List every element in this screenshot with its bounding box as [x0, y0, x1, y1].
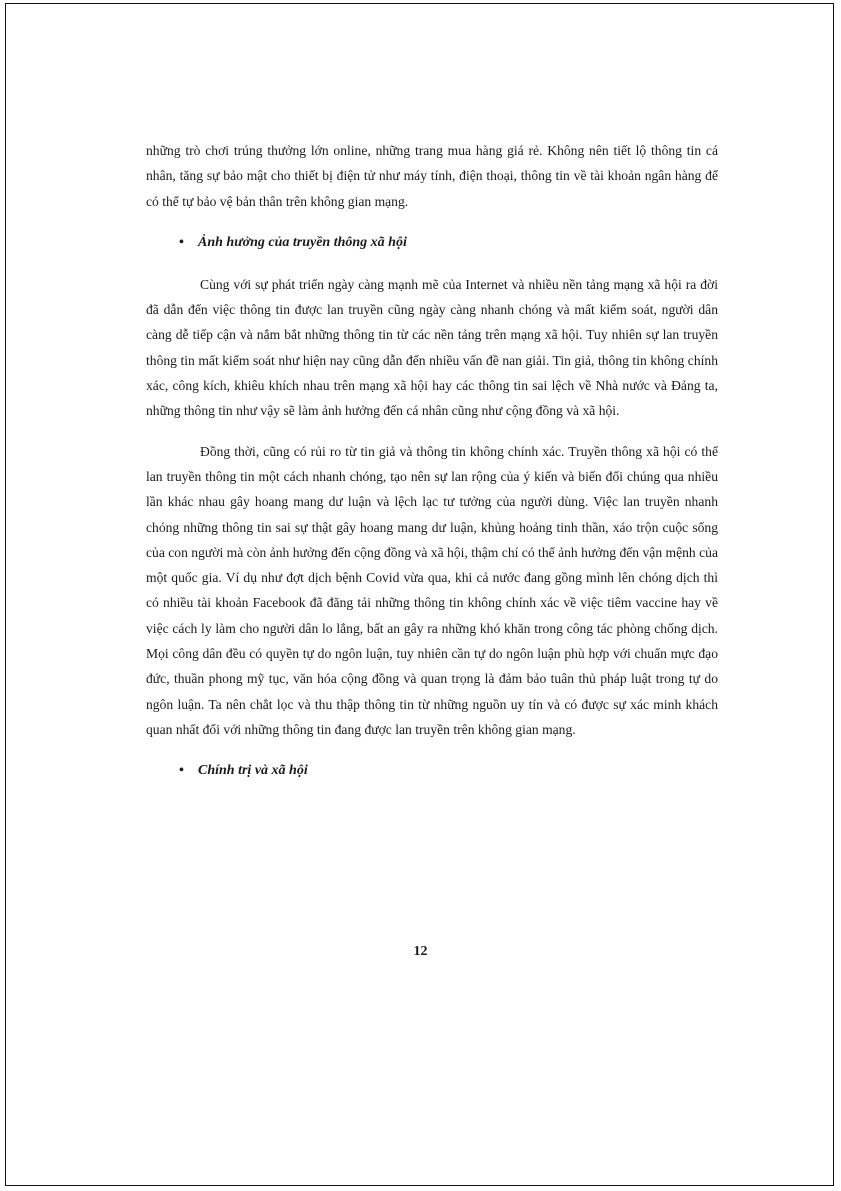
- paragraph-1: những trò chơi trúng thưởng lớn online, những trang mua hàng giá rẻ. Không nên tiết lộ thông tin cá nhân, tăng sự bảo mật cho thiết bị điện tử như máy tính, điện thoại, thông tin về tài khoản ngân hàng để có thể tự bảo vệ bản thân trên không gian mạng.: [146, 143, 718, 209]
- heading-text: Ảnh hưởng của truyền thông xã hội: [198, 234, 407, 250]
- bullet-icon: •: [179, 763, 184, 779]
- heading-text: Chính trị và xã hội: [198, 763, 308, 779]
- bullet-icon: •: [179, 234, 184, 250]
- section-heading-social-media-impact: [146, 230, 718, 255]
- section-heading-politics-society: [146, 758, 718, 783]
- page-content: [146, 138, 718, 783]
- paragraph-2: Cùng với sự phát triển ngày càng mạnh mẽ của Internet và nhiều nền tảng mạng xã hội ra đời đã dẫn đến việc thông tin được lan truyền cũng ngày càng nhanh chóng và mất kiểm soát, người dân càng dễ tiếp cận và nắm bắt những thông tin từ các nền tảng trên mạng xã hội. Tuy nhiên sự lan truyền thông tin mất kiểm soát như hiện nay cũng dẫn đến nhiều vấn đề nan giải. Tin giả, thông tin không chính xác, công kích, khiêu khích nhau trên mạng xã hội hay các thông tin sai lệch về Nhà nước và Đảng ta, những thông tin như vậy sẽ làm ảnh hưởng đến cá nhân cũng như cộng đồng và xã hội.: [146, 276, 718, 419]
- page-number: 12: [413, 944, 428, 959]
- paragraph-3: Đồng thời, cũng có rủi ro từ tin giả và thông tin không chính xác. Truyền thông xã hội có thể lan truyền thông tin một cách nhanh chóng, tạo nên sự lan rộng của ý kiến và biến đổi chúng qua nhiều lần khác nhau gây hoang mang dư luận và lệch lạc tư tưởng của người dùng. Việc lan truyền nhanh chóng những thông tin sai sự thật gây hoang mang dư luận, khủng hoảng tinh thần, xáo trộn cuộc sống của con người mà còn ảnh hưởng đến cộng đồng và xã hội, thậm chí có thể ảnh hưởng đến vận mệnh của một quốc gia. Ví dụ như đợt dịch bệnh Covid vừa qua, khi cả nước đang gồng mình lên chóng dịch thì có nhiều tài khoản Facebook đã đăng tải những thông tin không chính xác về việc tiêm vaccine hay về việc cách ly làm cho người dân lo lắng, bất an gây ra những khó khăn trong công tác phòng chống dịch. Mọi công dân đều có quyền tự do ngôn luận, tuy nhiên cần tự do ngôn luận phù hợp với chuẩn mực đạo đức, thuần phong mỹ tục, văn hóa cộng đồng và quan trọng là đảm bảo tuân thủ pháp luật trong tự do ngôn luận. Ta nên chắt lọc và thu thập thông tin từ những nguồn uy tín và có được sự xác minh khách quan nhất đối với những thông tin đang được lan truyền trên không gian mạng.: [146, 443, 718, 737]
